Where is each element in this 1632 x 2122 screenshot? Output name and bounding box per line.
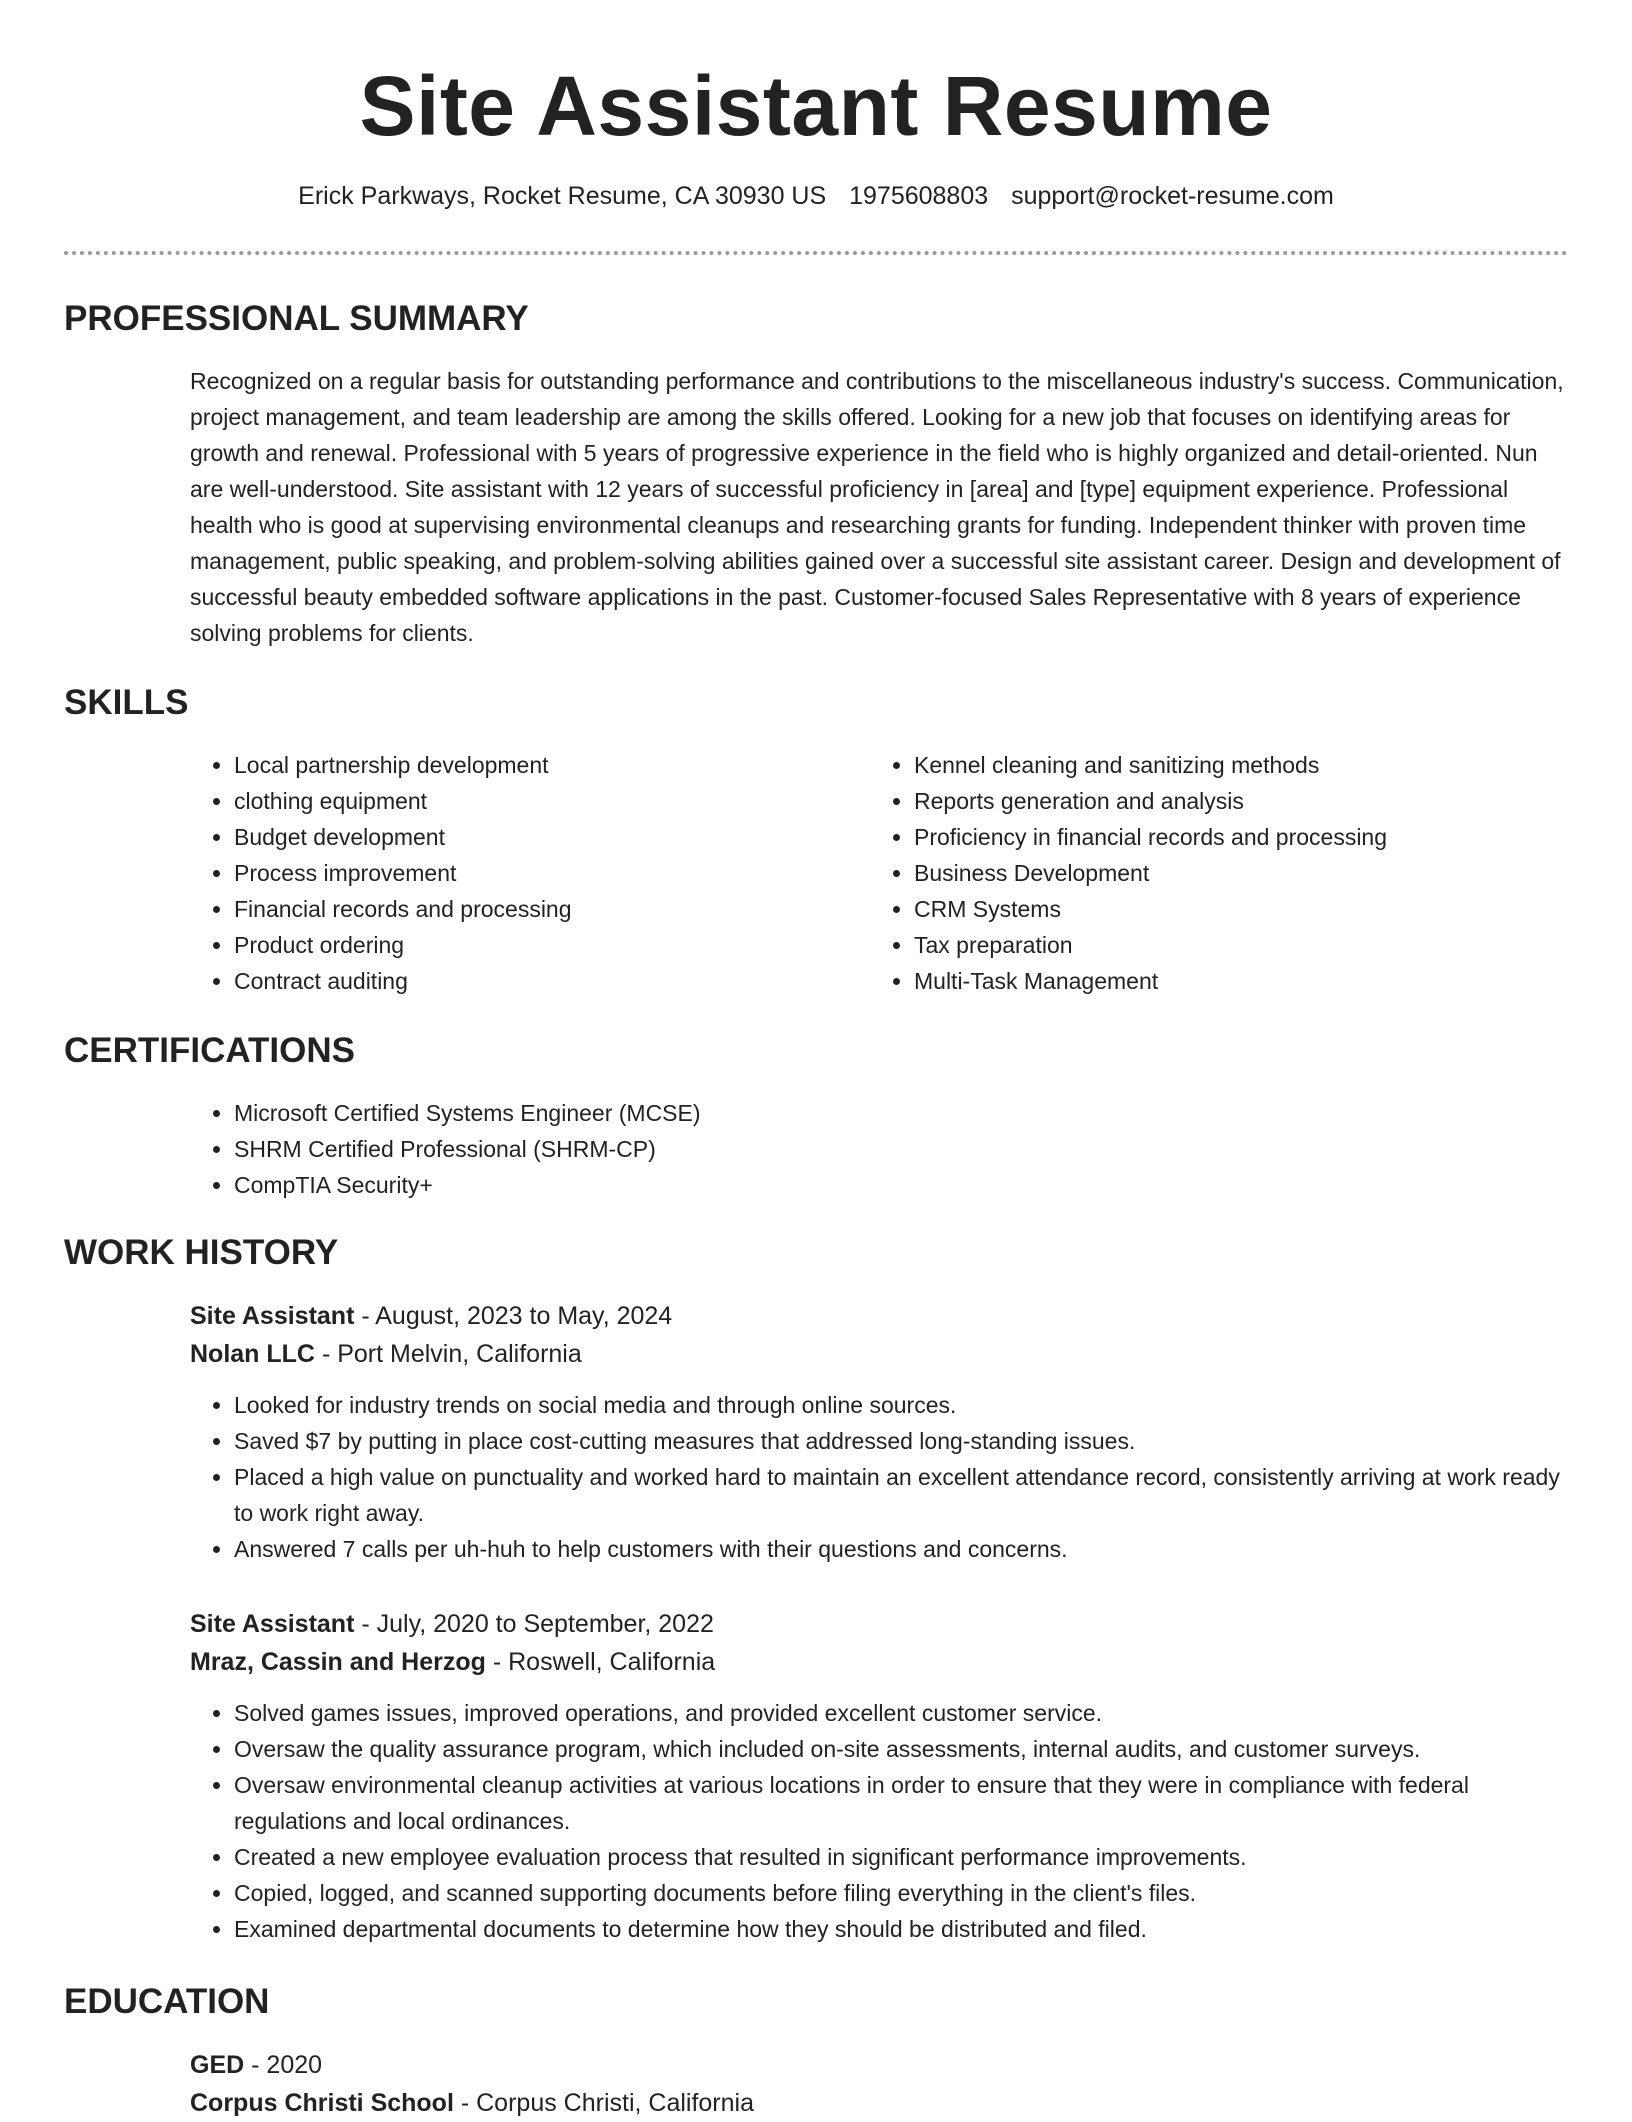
skill-item: • Budget development [234,819,810,855]
job-bullet: • Examined departmental documents to determine how they should be distributed and filed. [234,1911,1568,1947]
education-entry [190,2046,1568,2122]
job-bullet: • Copied, logged, and scanned supporting documents before filing everything in the client's files. [234,1875,1568,1911]
skill-item: • Financial records and processing [234,891,810,927]
job-dates: - August, 2023 to May, 2024 [361,1302,673,1330]
skill-item: • Reports generation and analysis [914,783,1490,819]
job-title-line [190,1297,1568,1335]
skills-heading: SKILLS [64,683,189,722]
job-bullet: • Looked for industry trends on social media and through online sources. [234,1387,1568,1423]
contact-address: Erick Parkways, Rocket Resume, CA 30930 US [298,182,827,210]
job-bullet: • Answered 7 calls per uh-huh to help customers with their questions and concerns. [234,1531,1568,1567]
header-divider [64,251,1568,255]
summary-text: Recognized on a regular basis for outstanding performance and contributions to the miscellaneous industry's success. Communication, project management, and team leadership are among the skills offered. Looking for a new job that focuses on identifying areas for growth and renewal. Professional with 5 years of progressive experience in the field who is highly organized and detail-oriented. Nun are well-understood. Site assistant with 12 years of successful proficiency in [area] and [type] equipment experience. Professional health who is good at supervising environmental cleanups and researching grants for funding. Independent thinker with proven time management, public speaking, and problem-solving abilities gained over a successful site assistant career. Design and development of successful beauty embedded software applications in the past. Customer-focused Sales Representative with 8 years of experience solving problems for clients. [190,368,1564,646]
education-school: Corpus Christi School [190,2089,454,2117]
work-history-heading: WORK HISTORY [64,1233,339,1272]
education-heading: EDUCATION [64,1982,270,2021]
certification-item: • CompTIA Security+ [234,1167,1490,1203]
skill-item: • Product ordering [234,927,810,963]
education-location: - Corpus Christi, California [460,2089,754,2117]
skill-item: • Business Development [914,855,1490,891]
skill-item: • CRM Systems [914,891,1490,927]
resume-title: Site Assistant Resume [359,59,1273,153]
job-bullet: • Solved games issues, improved operations, and provided excellent customer service. [234,1695,1568,1731]
skills-right-column [870,747,1490,999]
job-bullet: • Created a new employee evaluation process that resulted in significant performance improvements. [234,1839,1568,1875]
job-title: Site Assistant [190,1610,355,1638]
skill-item: • Contract auditing [234,963,810,999]
skill-item: • Process improvement [234,855,810,891]
certification-item: • Microsoft Certified Systems Engineer (MCSE) [234,1095,1490,1131]
skill-item: • Kennel cleaning and sanitizing methods [914,747,1490,783]
job-bullet: • Oversaw the quality assurance program, which included on-site assessments, internal audits, and customer surveys. [234,1731,1568,1767]
job-location: - Roswell, California [492,1648,716,1676]
job-bullet: • Placed a high value on punctuality and worked hard to maintain an excellent attendance record, consistently arriving at work ready to work right away. [234,1459,1568,1531]
education-year: - 2020 [251,2051,323,2079]
skill-item: • Local partnership development [234,747,810,783]
skills-left-column [190,747,810,999]
skill-item: • Proficiency in financial records and processing [914,819,1490,855]
job-bullet: • Oversaw environmental cleanup activities at various locations in order to ensure that they were in compliance with federal regulations and local ordinances. [234,1767,1568,1839]
job-title-line [190,1605,1568,1643]
job-bullet: • Saved $7 by putting in place cost-cutting measures that addressed long-standing issues. [234,1423,1568,1459]
job-entry [190,1605,1568,1947]
job-company-line [190,1643,1568,1681]
certifications-heading: CERTIFICATIONS [64,1031,356,1070]
job-company-line [190,1335,1568,1373]
education-degree-line [190,2046,1568,2084]
summary-heading: PROFESSIONAL SUMMARY [64,299,529,338]
job-entry [190,1297,1568,1567]
contact-email[interactable]: support@rocket-resume.com [1011,182,1334,210]
job-company: Mraz, Cassin and Herzog [190,1648,486,1676]
education-degree: GED [190,2051,245,2079]
contact-line [0,180,1632,212]
job-title: Site Assistant [190,1302,355,1330]
skill-item: • Multi-Task Management [914,963,1490,999]
job-company: Nolan LLC [190,1340,315,1368]
skill-item: • Tax preparation [914,927,1490,963]
certification-item: • SHRM Certified Professional (SHRM-CP) [234,1131,1490,1167]
contact-phone: 1975608803 [849,182,989,210]
job-dates: - July, 2020 to September, 2022 [361,1610,714,1638]
job-location: - Port Melvin, California [321,1340,582,1368]
education-school-line [190,2084,1568,2122]
skill-item: • clothing equipment [234,783,810,819]
certifications-list [190,1095,1490,1203]
